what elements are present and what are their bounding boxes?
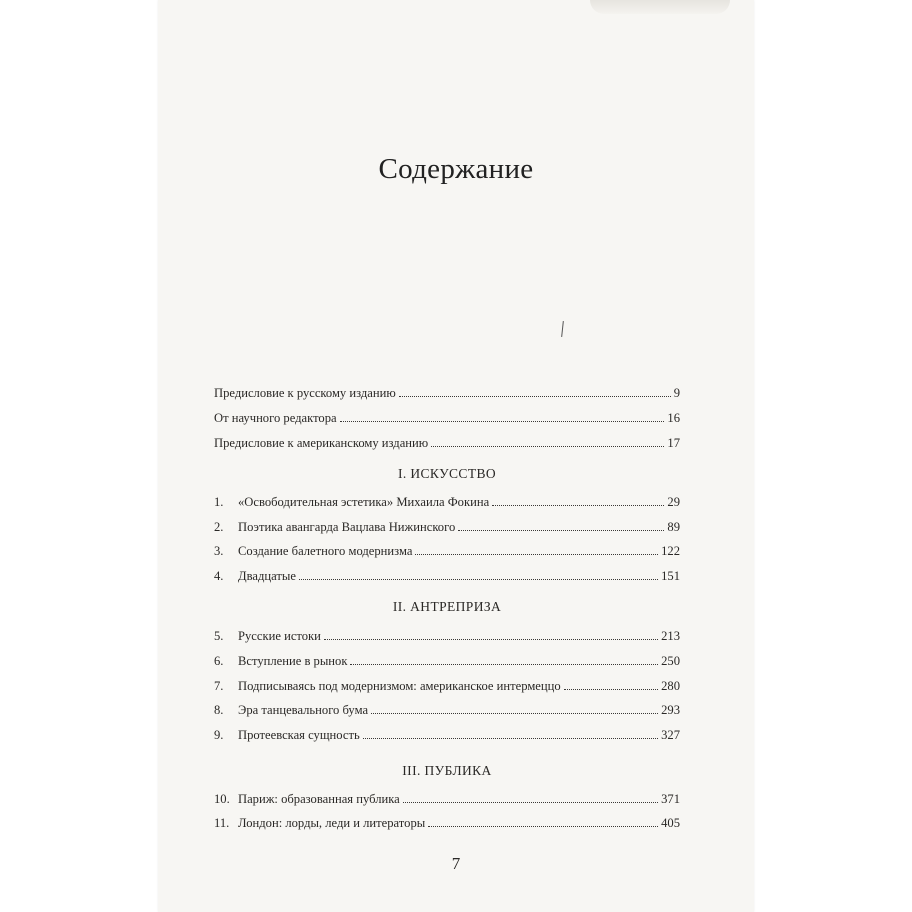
- part-heading: I. ИСКУССТВО: [397, 466, 497, 481]
- part-heading: III. ПУБЛИКА: [402, 763, 492, 778]
- chapter-title: Подписываясь под модернизмом: американское интермеццо: [238, 679, 561, 693]
- toc-leader-dots: [492, 504, 664, 506]
- page-edge-shadow: [590, 0, 730, 14]
- toc-entry-label: Предисловие к американскому изданию: [214, 436, 429, 450]
- chapter-title: Вступление в рынок: [238, 654, 348, 668]
- toc-chapter: [214, 698, 680, 718]
- chapter-title: Русские истоки: [238, 629, 321, 643]
- toc-chapter: [214, 674, 680, 694]
- toc-entry: [214, 431, 680, 451]
- toc-leader-dots: [431, 445, 664, 447]
- toc-chapter: [214, 539, 680, 559]
- toc-leader-dots: [340, 420, 665, 422]
- chapter-number: 5.: [214, 629, 224, 643]
- chapter-number: 10.: [214, 792, 230, 806]
- part-heading: II. АНТРЕПРИЗА: [392, 599, 502, 614]
- chapter-number: 4.: [214, 569, 224, 583]
- chapter-page: 89: [667, 520, 680, 534]
- chapter-number: 8.: [214, 703, 224, 717]
- chapter-title: Эра танцевального бума: [238, 703, 369, 717]
- chapter-page: 122: [661, 544, 680, 558]
- toc-leader-dots: [428, 825, 658, 827]
- toc-chapter: [214, 811, 680, 831]
- toc-leader-dots: [399, 395, 671, 397]
- toc-entry-page: 16: [667, 411, 680, 425]
- toc-entry-page: 17: [667, 436, 680, 450]
- chapter-number: 1.: [214, 495, 224, 509]
- chapter-number: 11.: [214, 816, 230, 830]
- toc-leader-dots: [324, 638, 658, 640]
- toc-leader-dots: [371, 712, 658, 714]
- toc-entry: [214, 406, 680, 426]
- toc-chapter: [214, 787, 680, 807]
- chapter-title: Лондон: лорды, леди и литераторы: [238, 816, 426, 830]
- toc-leader-dots: [350, 663, 658, 665]
- toc-entry-label: Предисловие к русскому изданию: [214, 386, 396, 400]
- chapter-page: 29: [667, 495, 680, 509]
- toc-chapter: [214, 564, 680, 584]
- toc-leader-dots: [458, 529, 664, 531]
- toc-chapter: [214, 624, 680, 644]
- toc-chapter: [214, 490, 680, 510]
- chapter-title: Двадцатые: [238, 569, 296, 583]
- toc-leader-dots: [363, 737, 658, 739]
- toc-chapter: [214, 649, 680, 669]
- chapter-page: 151: [661, 569, 680, 583]
- toc-entry-page: 9: [673, 386, 680, 400]
- chapter-title: Протеевская сущность: [238, 728, 360, 742]
- chapter-number: 2.: [214, 520, 224, 534]
- chapter-page: 405: [661, 816, 680, 830]
- chapter-number: 6.: [214, 654, 224, 668]
- chapter-number: 7.: [214, 679, 224, 693]
- page-number: 7: [451, 854, 461, 873]
- chapter-page: 327: [661, 728, 680, 742]
- chapter-page: 280: [661, 679, 680, 693]
- toc-leader-dots: [564, 688, 658, 690]
- chapter-title: Париж: образованная публика: [238, 792, 400, 806]
- toc-leader-dots: [415, 553, 658, 555]
- chapter-number: 9.: [214, 728, 224, 742]
- chapter-title: «Освободительная эстетика» Михаила Фокина: [238, 495, 490, 509]
- page-title: Содержание: [378, 153, 534, 185]
- toc-entry-label: От научного редактора: [214, 411, 337, 425]
- chapter-title: Создание балетного модернизма: [238, 544, 413, 558]
- toc-entry: [214, 381, 680, 401]
- chapter-number: 3.: [214, 544, 224, 558]
- toc-leader-dots: [299, 578, 658, 580]
- toc-leader-dots: [403, 801, 658, 803]
- chapter-page: 250: [661, 654, 680, 668]
- chapter-page: 293: [661, 703, 680, 717]
- toc-chapter: [214, 723, 680, 743]
- chapter-page: 213: [661, 629, 680, 643]
- chapter-page: 371: [661, 792, 680, 806]
- chapter-title: Поэтика авангарда Вацлава Нижинского: [238, 520, 456, 534]
- toc-chapter: [214, 515, 680, 535]
